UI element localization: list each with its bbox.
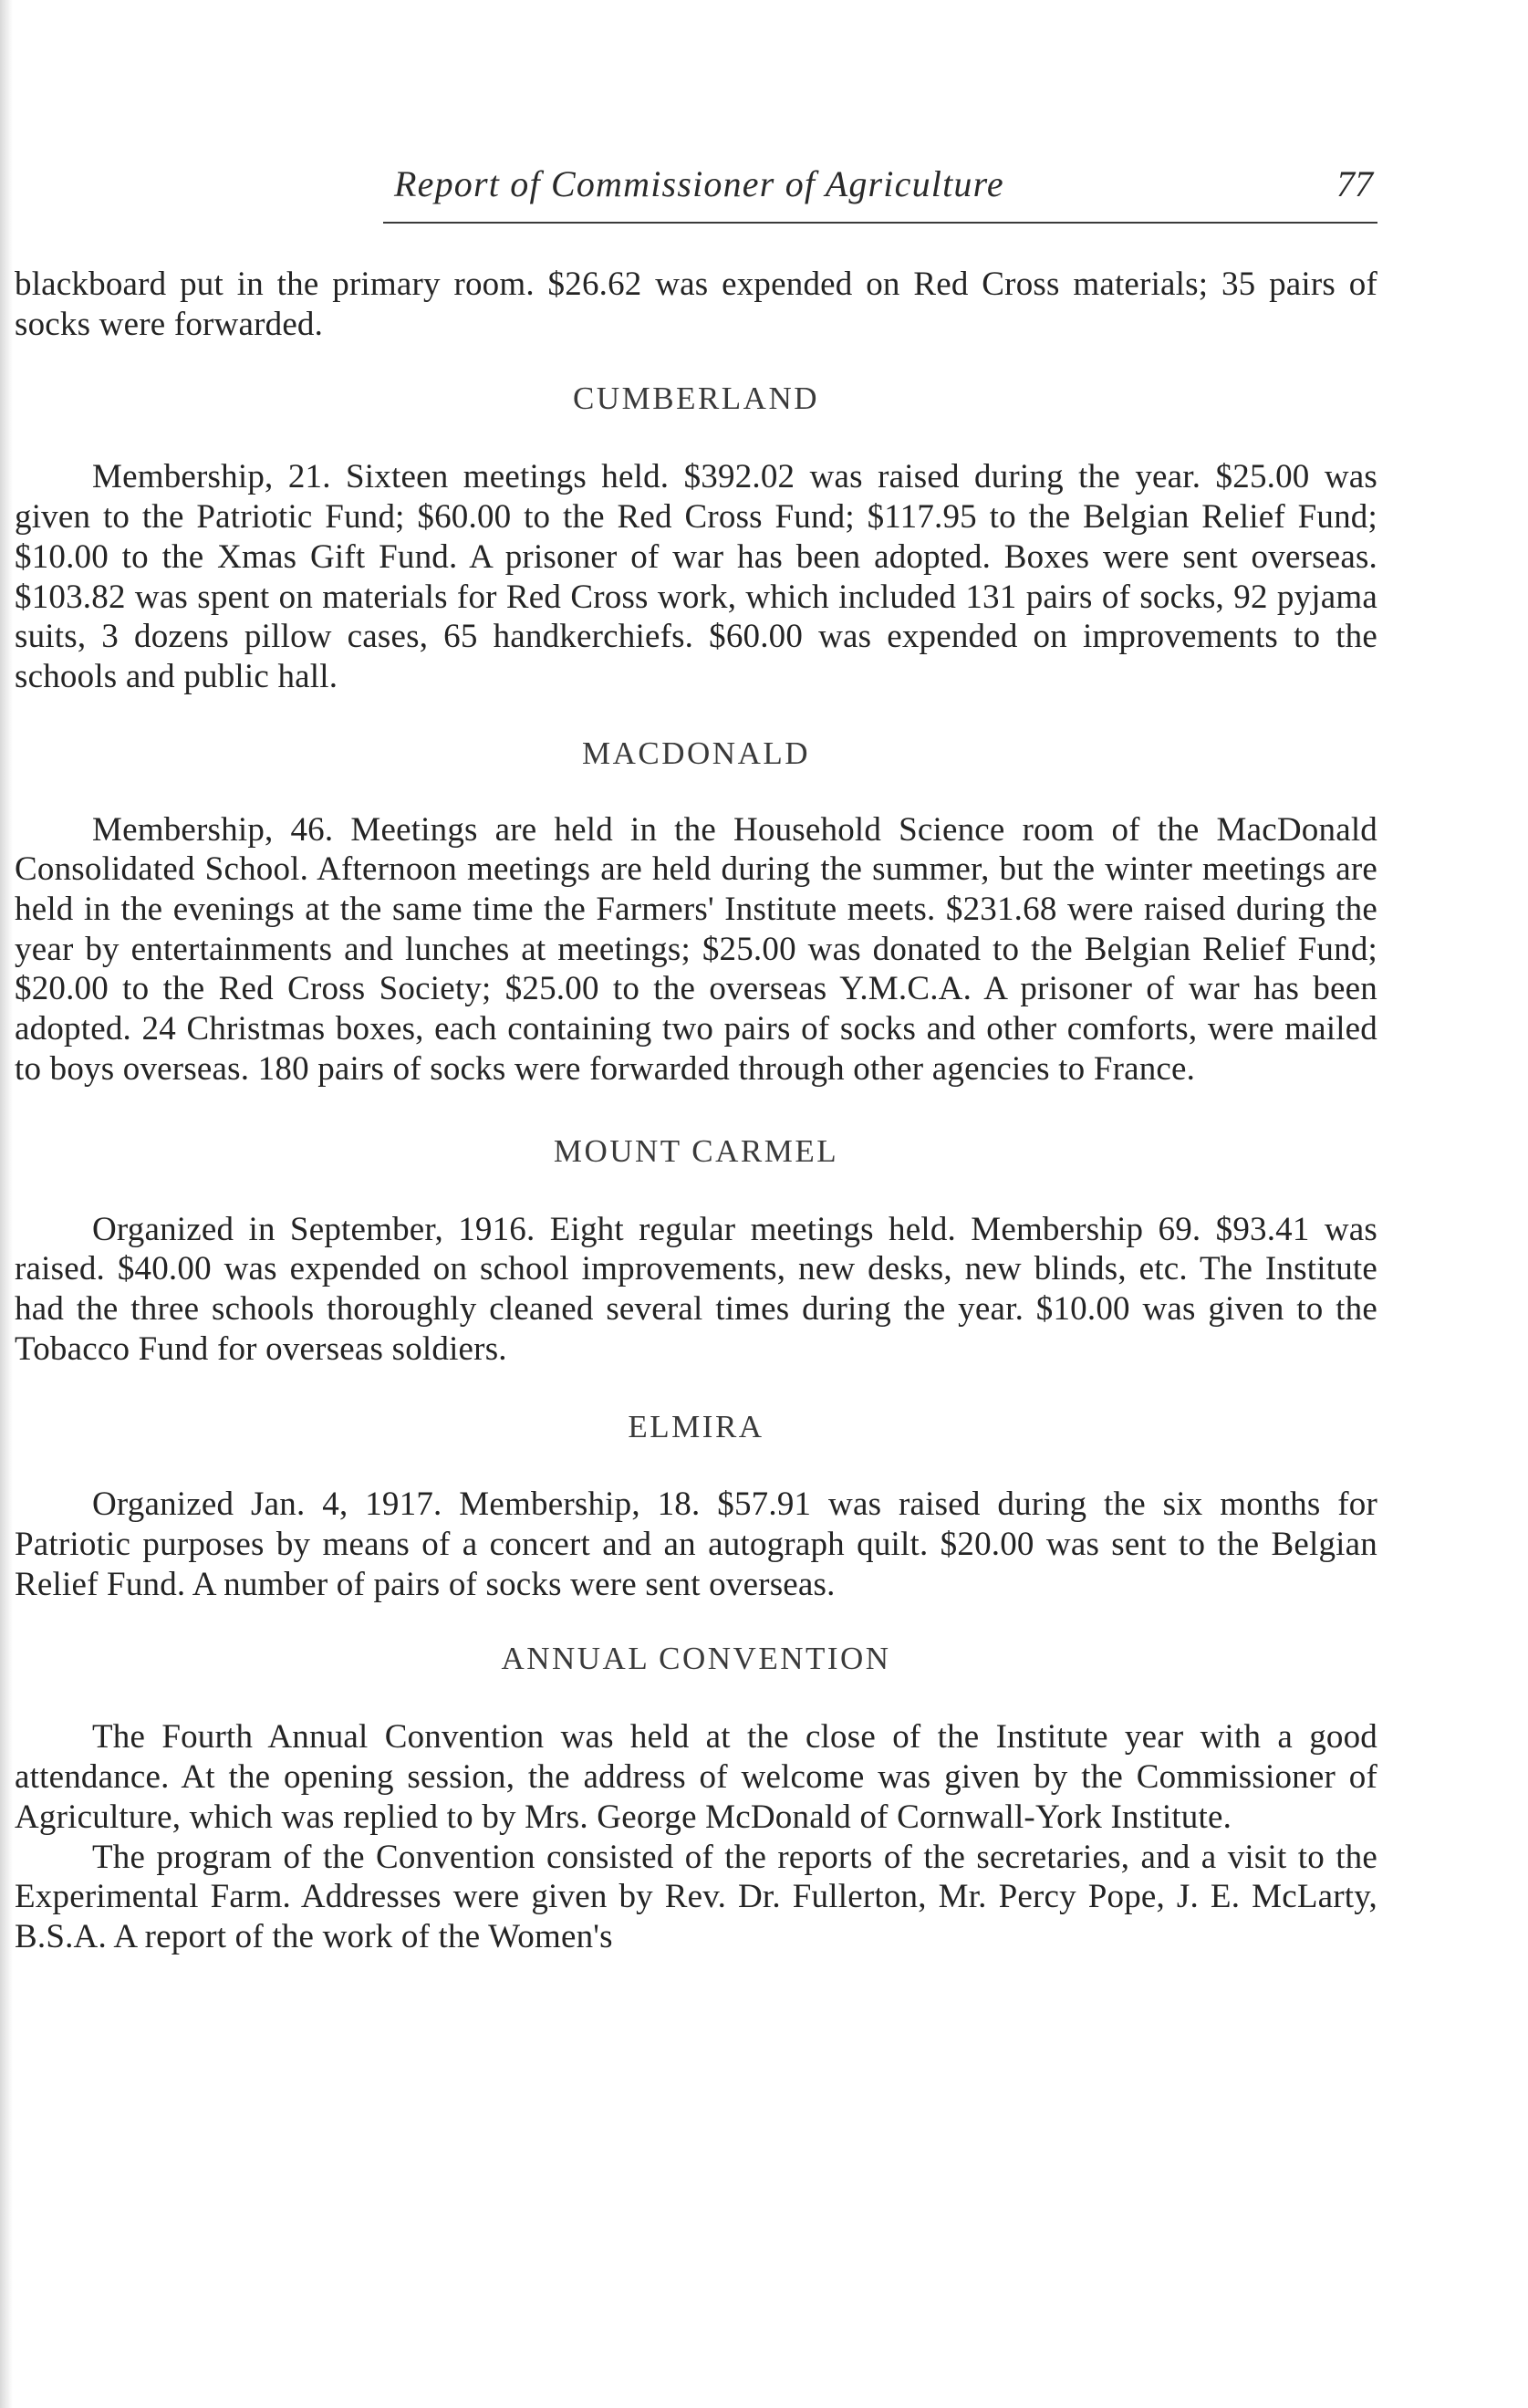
paragraph-macdonald: Membership, 46. Meetings are held in the Household Science room of the MacDonald Consolidated School. Afternoon meetings are held during the summer, but the winter meetings are held in the evenings at the same time the Farmers' Institute meets. $231.68 were raised during the year by entertainments and lunches at meetings; $25.00 was donated to the Belgian Relief Fund; $20.00 to the Red Cross Society; $25.00 to the overseas Y.M.C.A. A prisoner of war has been adopted. 24 Christmas boxes, each containing two pairs of socks and other comforts, were mailed to boys overseas. 180 pairs of socks were forwarded through other agencies to France. bbox=[15, 810, 1377, 1088]
heading-elmira: ELMIRA bbox=[628, 1409, 764, 1445]
paragraph-elmira: Organized Jan. 4, 1917. Membership, 18. $57.91 was raised during the six months for Patriotic purposes by means of a concert and an autograph quilt. $20.00 was sent to the Belgian Relief Fund. A number of pairs of socks were sent overseas. bbox=[15, 1485, 1377, 1603]
page-body bbox=[15, 265, 1377, 1957]
page-number: 77 bbox=[1336, 163, 1373, 204]
paragraph-mount-carmel: Organized in September, 1916. Eight regular meetings held. Membership 69. $93.41 was raised. $40.00 was expended on school improvements, new desks, new blinds, etc. The Institute had the three schools thoroughly cleaned several times during the year. $10.00 was given to the Tobacco Fund for overseas soldiers. bbox=[15, 1210, 1377, 1368]
heading-annual-convention: ANNUAL CONVENTION bbox=[501, 1641, 891, 1677]
paragraph-annual-convention-1: The Fourth Annual Convention was held at the close of the Institute year with a good attendance. At the opening session, the address of welcome was given by the Commissioner of Agriculture, which was replied to by Mrs. George McDonald of Cornwall-York Institute. bbox=[15, 1718, 1377, 1836]
continued-paragraph: blackboard put in the primary room. $26.62 was expended on Red Cross materials; 35 pairs of socks were forwarded. bbox=[15, 266, 1377, 343]
header-rule bbox=[383, 222, 1377, 224]
running-title: Report of Commissioner of Agriculture bbox=[394, 163, 1004, 204]
heading-mount-carmel: MOUNT CARMEL bbox=[553, 1132, 839, 1169]
paragraph-cumberland: Membership, 21. Sixteen meetings held. $392.02 was raised during the year. $25.00 was given to the Patriotic Fund; $60.00 to the Red Cross Fund; $117.95 to the Belgian Relief Fund; $10.00 to the Xmas Gift Fund. A prisoner of war has been adopted. Boxes were sent overseas. $103.82 was spent on materials for Red Cross work, which included 131 pairs of socks, 92 pyjama suits, 3 dozens pillow cases, 65 handkerchiefs. $60.00 was expended on improvements to the schools and public hall. bbox=[15, 458, 1377, 695]
paragraph-annual-convention-2: The program of the Convention consisted of the reports of the secretaries, and a visit to the Experimental Farm. Addresses were given by Rev. Dr. Fullerton, Mr. Percy Pope, J. E. McLarty, B.S.A. A report of the work of the Women's bbox=[15, 1838, 1377, 1955]
running-head bbox=[383, 162, 1373, 217]
heading-macdonald: MACDONALD bbox=[582, 735, 810, 771]
heading-cumberland: CUMBERLAND bbox=[572, 380, 820, 417]
